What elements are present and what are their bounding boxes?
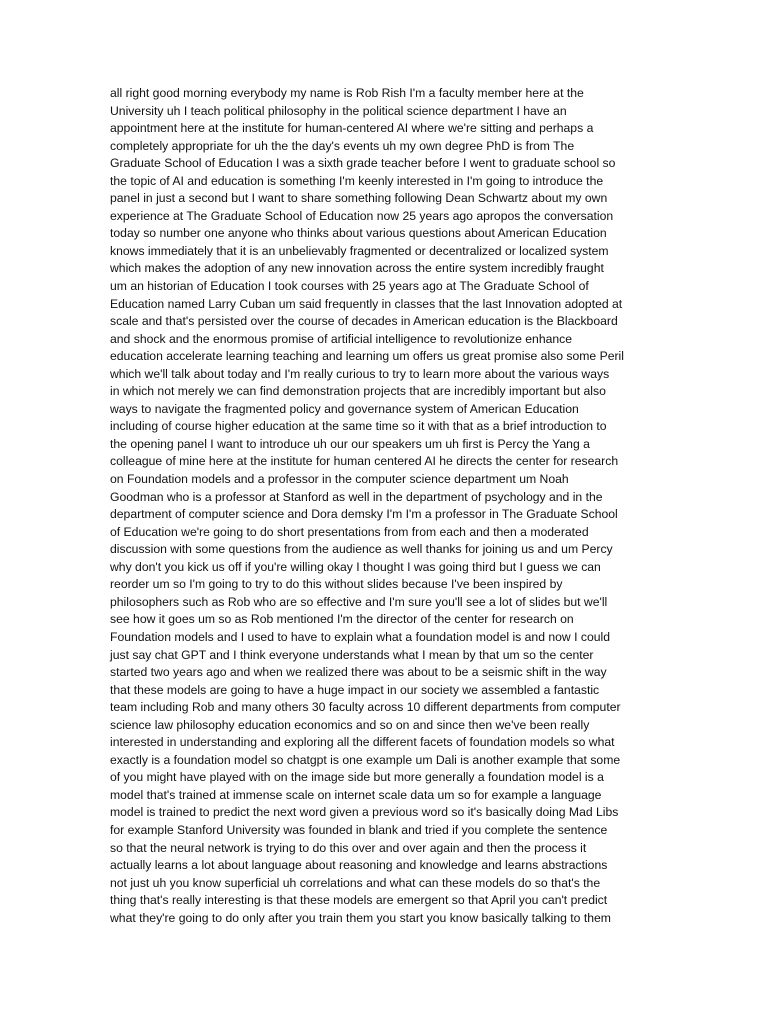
- text-line: ways to navigate the fragmented policy and governance system of American Education: [110, 401, 579, 416]
- text-line: colleague of mine here at the institute for human centered AI he directs the center for research: [110, 454, 619, 469]
- text-line: on Foundation models and a professor in the computer science department um Noah: [110, 472, 569, 487]
- text-line: just say chat GPT and I think everyone understands what I mean by that um so the center: [110, 647, 594, 662]
- text-line: model that's trained at immense scale on internet scale data um so for example a language: [110, 787, 602, 802]
- text-line: discussion with some questions from the audience as well thanks for joining us and um Percy: [110, 542, 613, 557]
- text-line: of Education we're going to do short presentations from from each and then a moderated: [110, 524, 589, 539]
- text-line: University uh I teach political philosophy in the political science department I have an: [110, 103, 567, 118]
- text-line: exactly is a foundation model so chatgpt is one example um Dali is another example that some: [110, 752, 621, 767]
- text-line: thing that's really interesting is that these models are emergent so that April you can't predict: [110, 893, 608, 908]
- text-line: science law philosophy education economics and so on and since then we've been really: [110, 717, 590, 732]
- text-line: that these models are going to have a huge impact in our society we assembled a fantastic: [110, 682, 600, 697]
- text-line: reorder um so I'm going to try to do this without slides because I've been inspired by: [110, 577, 563, 592]
- text-line: Foundation models and I used to have to explain what a foundation model is and now I could: [110, 629, 611, 644]
- text-line: and shock and the enormous promise of artificial intelligence to revolutionize enhance: [110, 331, 573, 346]
- text-line: philosophers such as Rob who are so effective and I'm sure you'll see a lot of slides but we'll: [110, 594, 608, 609]
- text-line: for example Stanford University was founded in blank and tried if you complete the sentence: [110, 822, 608, 837]
- text-line: Education named Larry Cuban um said frequently in classes that the last Innovation adopted at: [110, 296, 623, 311]
- text-line: model is trained to predict the next word given a previous word so it's basically doing Mad Libs: [110, 805, 619, 820]
- text-line: in which not merely we can find demonstration projects that are incredibly important but also: [110, 384, 606, 399]
- text-line: actually learns a lot about language about reasoning and knowledge and learns abstractions: [110, 858, 608, 873]
- text-line: appointment here at the institute for human-centered AI where we're sitting and perhaps a: [110, 121, 594, 136]
- text-line: started two years ago and when we realized there was about to be a seismic shift in the way: [110, 665, 607, 680]
- text-line: Graduate School of Education I was a sixth grade teacher before I went to graduate school so: [110, 156, 616, 171]
- text-line: completely appropriate for uh the the day's events uh my own degree PhD is from The: [110, 138, 575, 153]
- text-line: today so number one anyone who thinks about various questions about American Education: [110, 226, 607, 241]
- text-line: of you might have played with on the image side but more generally a foundation model is a: [110, 770, 604, 785]
- text-line: see how it goes um so as Rob mentioned I'm the director of the center for research on: [110, 612, 574, 627]
- text-line: panel in just a second but I want to share something following Dean Schwartz about my own: [110, 191, 608, 206]
- text-line: so that the neural network is trying to do this over and over again and then the process it: [110, 840, 587, 855]
- text-line: department of computer science and Dora demsky I'm I'm a professor in The Graduate School: [110, 507, 618, 522]
- text-line: not just uh you know superficial uh correlations and what can these models do so that's the: [110, 875, 601, 890]
- text-line: what they're going to do only after you train them you start you know basically talking to them: [110, 910, 611, 925]
- text-line: Goodman who is a professor at Stanford as well in the department of psychology and in the: [110, 489, 603, 504]
- text-line: education accelerate learning teaching and learning um offers us great promise also some Peril: [110, 349, 624, 364]
- text-line: knows immediately that it is an unbelievably fragmented or decentralized or localized system: [110, 243, 609, 258]
- text-line: the opening panel I want to introduce uh our our speakers um uh first is Percy the Yang a: [110, 436, 590, 451]
- text-line: interested in understanding and exploring all the different facets of foundation models so what: [110, 735, 615, 750]
- text-line: um an historian of Education I took courses with 25 years ago at The Graduate School of: [110, 279, 589, 294]
- text-line: the topic of AI and education is something I'm keenly interested in I'm going to introduce the: [110, 173, 604, 188]
- text-line: why don't you kick us off if you're willing okay I thought I was going third but I guess we can: [110, 559, 601, 574]
- text-line: including of course higher education at the same time so it with that as a brief introduction to: [110, 419, 607, 434]
- text-line: all right good morning everybody my name is Rob Rish I'm a faculty member here at the: [110, 86, 584, 100]
- transcript-text: [110, 85, 670, 927]
- text-line: which makes the adoption of any new innovation across the entire system incredibly fraught: [110, 261, 604, 276]
- text-line: experience at The Graduate School of Education now 25 years ago apropos the conversation: [110, 208, 614, 223]
- text-line: team including Rob and many others 30 faculty across 10 different departments from computer: [110, 700, 621, 715]
- text-line: scale and that's persisted over the course of decades in American education is the Blackboard: [110, 314, 618, 329]
- text-line: which we'll talk about today and I'm really curious to try to learn more about the various ways: [110, 366, 610, 381]
